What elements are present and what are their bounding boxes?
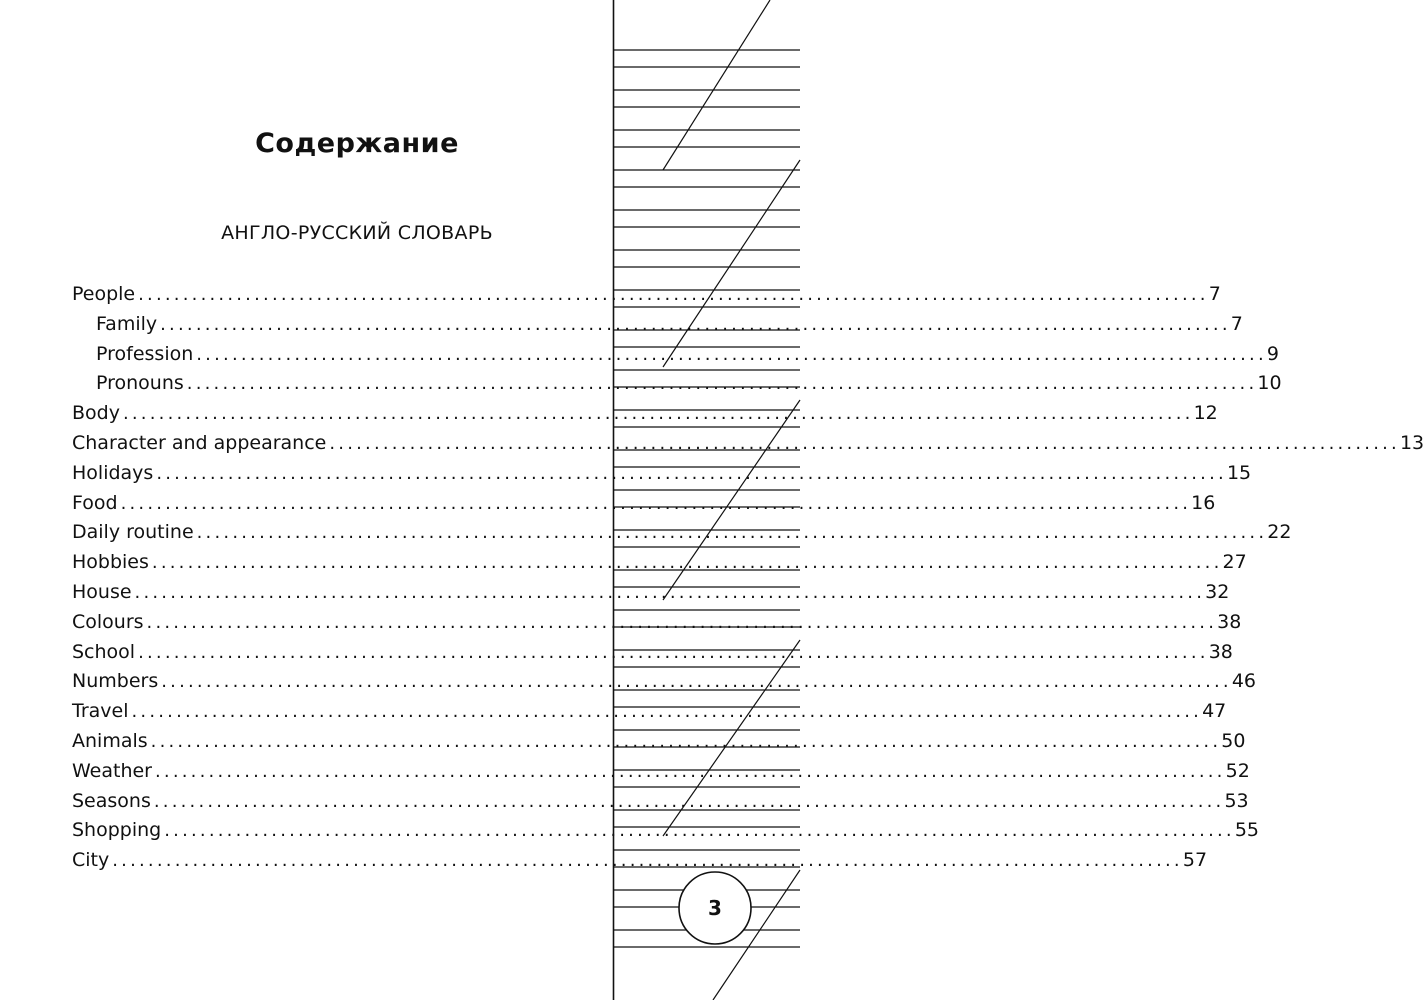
dot-leader: ........................................................................................................................ xyxy=(134,582,1206,603)
toc-entry-page: 27 xyxy=(1222,551,1247,574)
dot-leader: ........................................................................................................................ xyxy=(153,790,1225,812)
toc-entry-page: 22 xyxy=(1267,521,1292,544)
dot-leader: ........................................................................................................................ xyxy=(146,611,1218,633)
page-title: Содержание xyxy=(255,128,459,159)
page-number: 3 xyxy=(708,896,722,920)
dot-leader: ........................................................................................................................ xyxy=(196,343,1267,365)
toc-entry-page: 32 xyxy=(1205,581,1230,603)
diagonal-line xyxy=(663,160,800,367)
toc-entry-label: Shopping xyxy=(72,819,162,842)
diagonal-line xyxy=(663,640,800,836)
toc-entry-label: Family xyxy=(96,312,158,335)
toc-entry-label: Numbers xyxy=(72,670,159,693)
dot-leader: ........................................................................................................................ xyxy=(186,373,1258,395)
dot-leader: ........................................................................................................................ xyxy=(160,313,1231,335)
toc-entry-label: Animals xyxy=(72,730,148,752)
toc-entry-label: Body xyxy=(72,402,120,425)
toc-entry-label: Holidays xyxy=(72,461,154,484)
toc-entry-label: House xyxy=(72,581,132,603)
dot-leader: ........................................................................................................................ xyxy=(155,760,1226,782)
dot-leader: ........................................................................................................................ xyxy=(138,641,1209,663)
toc-entry-label: Pronouns xyxy=(96,372,184,395)
dot-leader: ........................................................................................................................ xyxy=(156,462,1227,484)
toc-entry-page: 46 xyxy=(1231,670,1257,693)
toc-entry-page: 9 xyxy=(1266,342,1279,365)
toc-entry-page: 15 xyxy=(1226,461,1252,484)
toc-entry-page: 13 xyxy=(1399,432,1424,454)
dot-leader: ........................................................................................................................ xyxy=(138,284,1209,305)
dot-leader: ........................................................................................................................ xyxy=(122,403,1194,425)
toc-entry-page: 7 xyxy=(1230,312,1243,335)
toc-entry-label: Character and appearance xyxy=(72,432,327,454)
toc-entry-label: School xyxy=(72,640,136,663)
toc-entry-page: 50 xyxy=(1221,730,1246,752)
toc-entry-page: 12 xyxy=(1193,402,1218,425)
toc-entry-page: 10 xyxy=(1257,372,1282,395)
toc-entry-page: 52 xyxy=(1225,759,1250,782)
toc-entry-page: 16 xyxy=(1191,491,1216,514)
dot-leader: ........................................................................................................................ xyxy=(164,820,1235,842)
toc-entry-page: 38 xyxy=(1208,640,1233,663)
dot-leader: ........................................................................................................................ xyxy=(150,731,1222,752)
toc-entry-label: Food xyxy=(72,491,118,514)
toc-entry-page: 38 xyxy=(1217,610,1242,633)
toc-entry-page: 7 xyxy=(1208,283,1221,305)
dot-leader: ........................................................................................................................ xyxy=(196,522,1268,544)
diagonal-line xyxy=(663,0,770,170)
toc-entry-label: People xyxy=(72,283,136,305)
dot-leader: ........................................................................................................................ xyxy=(131,701,1203,723)
ruled-lines xyxy=(613,50,800,947)
toc-entry-label: Hobbies xyxy=(72,551,149,574)
toc-entry-label: Daily routine xyxy=(72,521,194,544)
toc-entry-page: 57 xyxy=(1182,849,1208,872)
dot-leader: ........................................................................................................................ xyxy=(120,492,1192,514)
toc-entry-page: 47 xyxy=(1202,700,1227,723)
toc-entry-label: Colours xyxy=(72,610,144,633)
toc-entry-page: 53 xyxy=(1224,789,1249,812)
dot-leader: ........................................................................................................................ xyxy=(151,552,1223,574)
dot-leader: ........................................................................................................................ xyxy=(329,433,1400,454)
section-title: АНГЛО-РУССКИЙ СЛОВАРЬ xyxy=(221,222,493,244)
dot-leader: ........................................................................................................................ xyxy=(112,850,1183,872)
dot-leader: ........................................................................................................................ xyxy=(161,671,1232,693)
toc-entry-page: 55 xyxy=(1234,819,1260,842)
toc-entry-label: Profession xyxy=(96,342,194,365)
toc-entry-label: City xyxy=(72,849,110,872)
toc-entry-label: Weather xyxy=(72,759,152,782)
toc-entry-label: Travel xyxy=(72,700,129,723)
toc-entry-label: Seasons xyxy=(72,789,151,812)
